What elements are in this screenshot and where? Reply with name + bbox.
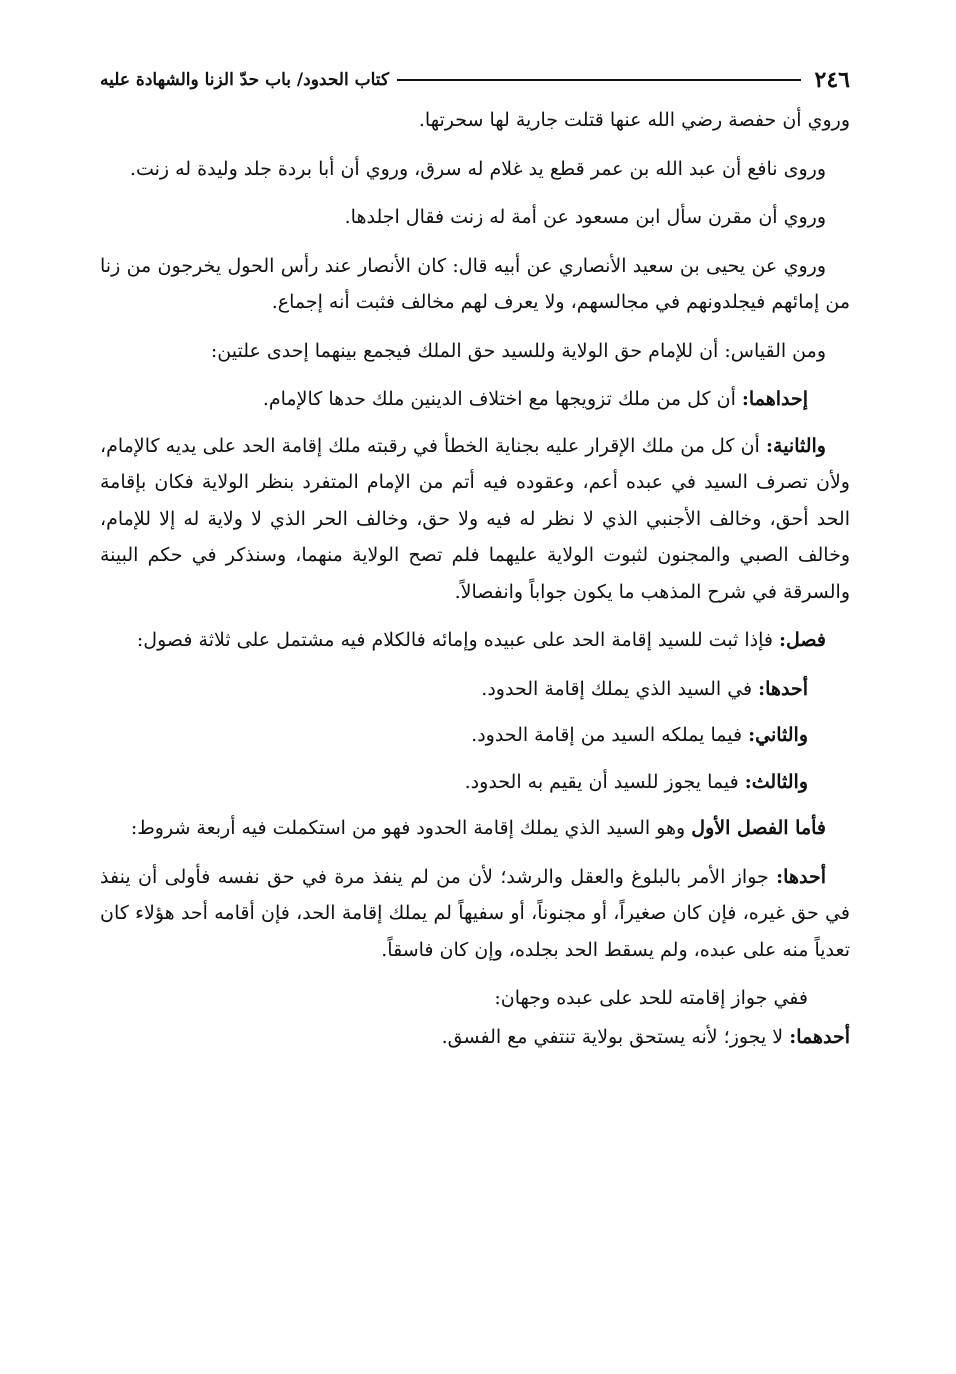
page-number: ٢٤٦ [814,67,850,93]
paragraph [100,859,850,969]
paragraph [100,1019,850,1056]
paragraph [100,151,850,188]
paragraph-text: وروى نافع أن عبد الله بن عمر قطع يد غلام له سرق، وروي أن أبا بردة جلد وليدة له زنت. [129,157,826,180]
paragraph-text: أن كل من ملك تزويجها مع اختلاف الدينين ملك حدها كالإمام. [262,388,742,410]
paragraph-lead: والثانية: [766,434,826,457]
paragraph [100,428,850,611]
paragraph [100,980,850,1017]
paragraph-text: أن كل من ملك الإقرار عليه بجناية الخطأ في رقبته ملك إقامة الحد على يديه كالإمام، ولأن تصرف السيد في عبده أعم، وعقوده فيه أتم من الإمام المتفرد بنظر الولاية فكان بإقامة الحد أحق، وخالف الأجنبي الذي لا نظر له فيه ولا حق، وخالف الحر الذي لا ولاية له إلا للإمام، وخالف الصبي والمجنون لثبوت الولاية عليهما فلم تصح الولاية منهما، وسنذكر في حكم البينة والسرقة في شرح المذهب ما يكون جواباً وانفصالاً. [100,434,850,603]
page-header [100,62,850,98]
paragraph [100,717,850,754]
paragraph-text: وروي أن مقرن سأل ابن مسعود عن أمة له زنت فقال اجلدها. [344,206,826,228]
paragraph-lead: والثالث: [744,770,808,793]
paragraph-lead: فأما الفصل الأول [691,817,826,839]
paragraph-lead: إحداهما: [741,388,808,410]
paragraph-text: فإذا ثبت للسيد إقامة الحد على عبيده وإمائه فالكلام فيه مشتمل على ثلاثة فصول: [136,629,780,651]
paragraph-lead: أحدها: [776,865,826,888]
paragraph-text: في السيد الذي يملك إقامة الحدود. [481,677,759,700]
paragraph [100,764,850,801]
running-title: كتاب الحدود/ باب حدّ الزنا والشهادة عليه [100,70,390,90]
paragraph-lead: أحدهما: [789,1025,850,1048]
paragraph-text: فيما يملكه السيد من إقامة الحدود. [471,724,749,746]
paragraph-text: جواز الأمر بالبلوغ والعقل والرشد؛ لأن من لم ينفذ مرة في حق نفسه فأولى أن ينفذ في حق غيره، فإن كان صغيراً، أو مجنوناً، أو سفيهاً لم يملك إقامة الحد، فإن أقامه أحد هؤلاء كان تعدياً منه على عبده، ولم يسقط الحد بجلده، وإن كان فاسقاً. [100,865,850,961]
paragraph-lead: والثاني: [748,724,808,746]
paragraph-lead: أحدها: [758,677,808,700]
paragraph-text: فيما يجوز للسيد أن يقيم به الحدود. [464,770,745,793]
paragraph [100,671,850,708]
paragraph [100,381,850,418]
paragraph [100,333,850,370]
paragraph [100,622,850,659]
page-body [100,102,850,1055]
paragraph [100,810,850,847]
paragraph-text: ففي جواز إقامته للحد على عبده وجهان: [494,987,808,1009]
paragraph-text: وروي أن حفصة رضي الله عنها قتلت جارية لها سحرتها. [418,109,850,131]
header-rule [397,79,801,81]
paragraph-text: وهو السيد الذي يملك إقامة الحدود فهو من استكملت فيه أربعة شروط: [130,817,692,839]
paragraph [100,248,850,321]
paragraph-text: لا يجوز؛ لأنه يستحق بولاية تنتفي مع الفسق. [441,1025,790,1048]
paragraph-lead: فصل: [779,629,826,651]
paragraph-text: ومن القياس: أن للإمام حق الولاية وللسيد حق الملك فيجمع بينهما إحدى علتين: [210,339,826,362]
paragraph [100,102,850,139]
paragraph [100,199,850,236]
paragraph-text: وروي عن يحيى بن سعيد الأنصاري عن أبيه قال: كان الأنصار عند رأس الحول يخرجون من زنا من إمائهم فيجلدونهم في مجالسهم، ولا يعرف لهم مخالف فثبت أنه إجماع. [100,254,850,313]
